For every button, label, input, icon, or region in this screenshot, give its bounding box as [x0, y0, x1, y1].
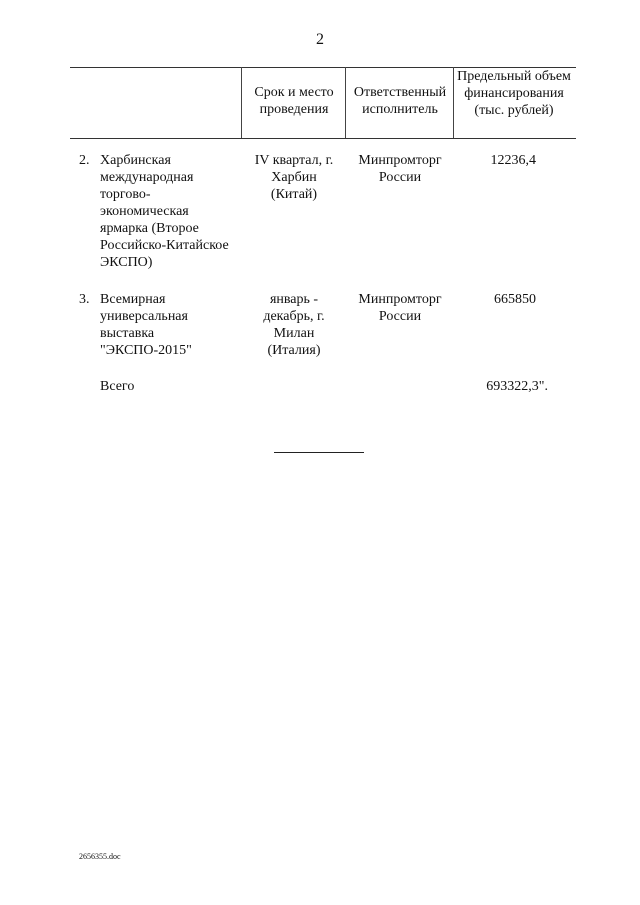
end-separator — [274, 452, 364, 453]
row-date-place: IV квартал, г. Харбин (Китай) — [254, 153, 334, 202]
page-number: 2 — [316, 31, 324, 48]
document-code: 2656355.doc — [79, 852, 121, 861]
row-funding: 665850 — [494, 292, 536, 307]
total-funding: 693322,3". — [486, 379, 548, 394]
table-header-rule — [70, 138, 576, 139]
row-name: Харбинская международная торгово-экономическая ярмарка (Второе Российско-Китайское ЭКСПО) — [100, 153, 229, 270]
row-number: 3. — [79, 292, 90, 307]
row-name: Всемирная универсальная выставка "ЭКСПО-2015" — [100, 292, 192, 358]
row-responsible: Минпромторг России — [358, 292, 442, 324]
total-label: Всего — [100, 379, 135, 394]
header-funding: Предельный объем финансирования (тыс. рублей) — [457, 69, 571, 118]
column-divider — [345, 67, 346, 138]
column-divider — [241, 67, 242, 138]
row-date-place: январь - декабрь, г. Милан (Италия) — [263, 292, 325, 358]
header-responsible: Ответственный исполнитель — [353, 85, 447, 117]
row-funding: 12236,4 — [490, 153, 536, 168]
row-number: 2. — [79, 153, 90, 168]
header-date-place: Срок и место проведения — [254, 85, 334, 117]
row-responsible: Минпромторг России — [358, 153, 442, 185]
column-divider — [453, 67, 454, 138]
